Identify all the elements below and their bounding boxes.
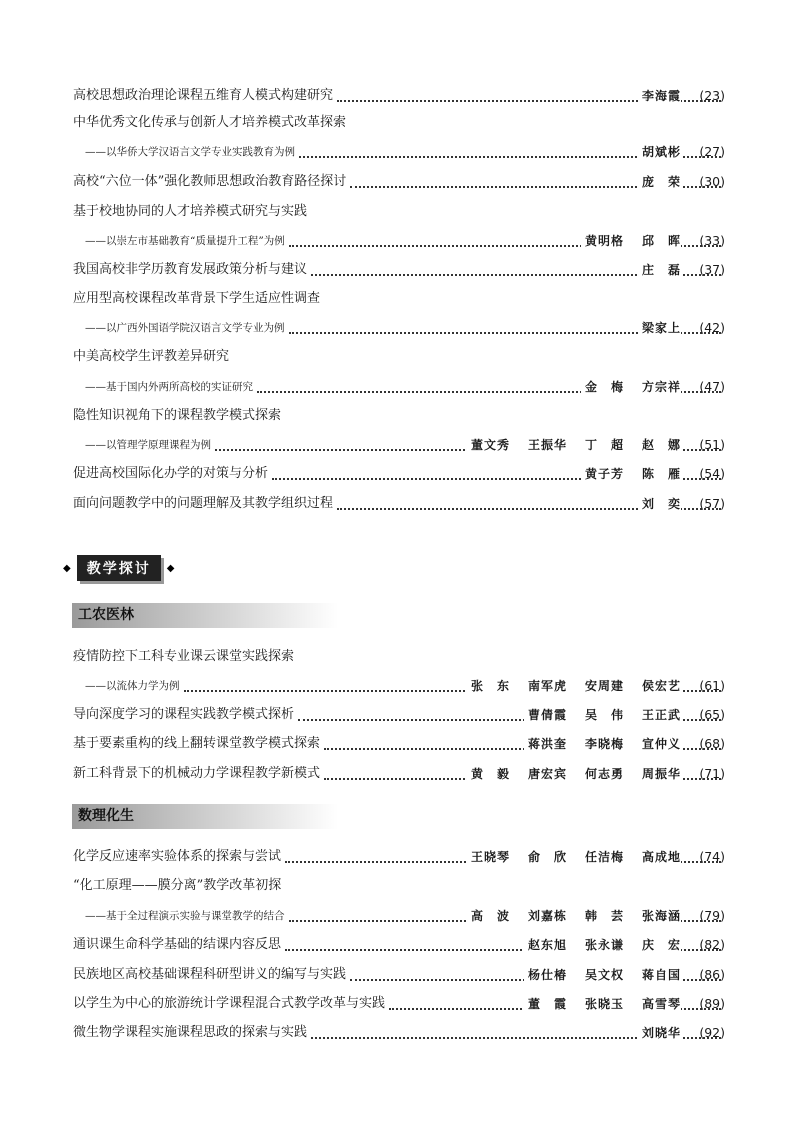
page-number: (23) [699, 88, 725, 103]
entry-title: 微生物学课程实施课程思政的探索与实践 [73, 1025, 308, 1040]
author-name: 何志勇 [584, 767, 624, 781]
toc-entry[interactable] [73, 170, 725, 194]
author-name: 刘 奕 [641, 497, 681, 511]
toc-entry[interactable] [73, 345, 725, 369]
entry-authors [638, 492, 681, 516]
page-number: (89) [699, 996, 725, 1011]
page-number: (30) [699, 174, 725, 189]
page-number: (92) [699, 1025, 725, 1040]
entry-authors [581, 375, 681, 399]
author-name: 张永谦 [584, 938, 624, 952]
author-name: 庆 宏 [641, 938, 681, 952]
page-number: (86) [699, 967, 725, 982]
author-name: 陈 雁 [641, 467, 681, 481]
toc-entry[interactable] [73, 258, 725, 282]
author-name: 张晓玉 [584, 997, 624, 1011]
category-heading-2: 数理化生 [72, 804, 338, 829]
entry-title: 疫情防控下工科专业课云课堂实践探索 [73, 649, 295, 664]
author-name: 高成地 [641, 850, 681, 864]
entry-title: 中美高校学生评教差异研究 [73, 349, 230, 364]
toc-entry[interactable] [73, 84, 725, 108]
author-name: 丁 超 [584, 438, 624, 452]
author-name: 王晓琴 [470, 850, 510, 864]
author-name: 吴文权 [584, 968, 624, 982]
author-name: 曹倩霞 [527, 708, 567, 722]
entry-subtitle: ——以崇左市基础教育“质量提升工程”为例 [85, 235, 285, 247]
entry-authors [467, 845, 681, 869]
entry-authors [581, 229, 681, 253]
author-name: 方宗祥 [641, 380, 681, 394]
entry-authors [467, 433, 681, 457]
toc-entry[interactable] [73, 645, 725, 669]
page-number: (57) [699, 496, 725, 511]
entry-title: 高校“六位一体”强化教师思想政治教育路径探讨 [73, 174, 347, 189]
entry-authors [524, 933, 681, 957]
entry-title: 促进高校国际化办学的对策与分析 [73, 466, 269, 481]
author-name: 庞 荣 [641, 175, 681, 189]
author-name: 蒋洪奎 [527, 737, 567, 751]
page-number: (47) [699, 379, 725, 394]
entry-title: 应用型高校课程改革背景下学生适应性调查 [73, 291, 321, 306]
toc-entry[interactable] [85, 904, 725, 928]
author-name: 董 霞 [527, 997, 567, 1011]
entry-title: 我国高校非学历教育发展政策分析与建议 [73, 262, 308, 277]
author-name: 张 东 [470, 679, 510, 693]
entry-subtitle: ——以广西外国语学院汉语言文学专业为例 [85, 322, 285, 334]
author-name: 南军虎 [527, 679, 567, 693]
entry-title: 中华优秀文化传承与创新人才培养模式改革探索 [73, 115, 347, 130]
entry-title: 以学生为中心的旅游统计学课程混合式教学改革与实践 [73, 996, 386, 1011]
page-number: (79) [699, 908, 725, 923]
page-number: (51) [699, 437, 725, 452]
toc-entry[interactable] [73, 1021, 725, 1045]
entry-authors [467, 674, 681, 698]
entry-authors [524, 992, 681, 1016]
author-name: 韩 芸 [584, 909, 624, 923]
author-name: 王振华 [527, 438, 567, 452]
entry-title: 导向深度学习的课程实践教学模式探析 [73, 707, 295, 722]
author-name: 黄明格 [584, 234, 624, 248]
author-name: 邱 晖 [641, 234, 681, 248]
entry-authors [638, 1021, 681, 1045]
author-name: 唐宏宾 [527, 767, 567, 781]
toc-entry[interactable] [85, 229, 725, 253]
author-name: 俞 欣 [527, 850, 567, 864]
author-name: 李海霞 [641, 89, 681, 103]
author-name: 侯宏艺 [641, 679, 681, 693]
toc-entry[interactable] [73, 404, 725, 428]
author-name: 蒋自国 [641, 968, 681, 982]
toc-entry[interactable] [73, 732, 725, 756]
toc-entry[interactable] [85, 316, 725, 340]
diamond-left-icon: ◆ [63, 562, 71, 574]
entry-authors [467, 904, 681, 928]
author-name: 赵 娜 [641, 438, 681, 452]
toc-entry[interactable] [73, 762, 725, 786]
toc-entry[interactable] [73, 992, 725, 1016]
author-name: 董文秀 [470, 438, 510, 452]
entry-authors [467, 762, 681, 786]
entry-title: 高校思想政治理论课程五维育人模式构建研究 [73, 88, 334, 103]
author-name: 任洁梅 [584, 850, 624, 864]
entry-authors [581, 462, 681, 486]
author-name: 吴 伟 [584, 708, 624, 722]
entry-authors [638, 170, 681, 194]
entry-authors [524, 963, 681, 987]
author-name: 宣仲义 [641, 737, 681, 751]
author-name: 梁家上 [641, 321, 681, 335]
entry-authors [638, 140, 681, 164]
author-name: 周振华 [641, 767, 681, 781]
author-name: 高 波 [470, 909, 510, 923]
toc-entry[interactable] [73, 845, 725, 869]
entry-subtitle: ——以管理学原理课程为例 [85, 439, 211, 451]
section-title: 教学探讨 [77, 555, 161, 581]
entry-title: 民族地区高校基础课程科研型讲义的编写与实践 [73, 967, 347, 982]
toc-entry[interactable] [85, 375, 725, 399]
entry-title: 通识课生命科学基础的结课内容反思 [73, 937, 282, 952]
page-number: (82) [699, 937, 725, 952]
toc-entry[interactable] [85, 140, 725, 164]
page-number: (61) [699, 678, 725, 693]
author-name: 刘晓华 [641, 1026, 681, 1040]
author-name: 杨仕椿 [527, 968, 567, 982]
toc-entry[interactable] [73, 492, 725, 516]
toc-entry[interactable] [73, 703, 725, 727]
entry-subtitle: ——基于全过程演示实验与课堂教学的结合 [85, 910, 285, 922]
author-name: 高雪琴 [641, 997, 681, 1011]
author-name: 李晓梅 [584, 737, 624, 751]
page-number: (74) [699, 849, 725, 864]
page-number: (27) [699, 144, 725, 159]
page-number: (42) [699, 320, 725, 335]
toc-entry[interactable] [73, 287, 725, 311]
toc-entry[interactable] [73, 462, 725, 486]
author-name: 胡斌彬 [641, 145, 681, 159]
toc-entry[interactable] [73, 111, 725, 135]
author-name: 张海涵 [641, 909, 681, 923]
entry-title: 基于校地协同的人才培养模式研究与实践 [73, 204, 308, 219]
toc-entry[interactable] [73, 874, 725, 898]
page-number: (54) [699, 466, 725, 481]
author-name: 赵东旭 [527, 938, 567, 952]
author-name: 黄子芳 [584, 467, 624, 481]
author-name: 安周建 [584, 679, 624, 693]
author-name: 金 梅 [584, 380, 624, 394]
author-name: 黄 毅 [470, 767, 510, 781]
entry-title: 面向问题教学中的问题理解及其教学组织过程 [73, 496, 334, 511]
page-number: (65) [699, 707, 725, 722]
toc-entry[interactable] [85, 433, 725, 457]
author-name: 王正武 [641, 708, 681, 722]
toc-entry[interactable] [73, 200, 725, 224]
entry-authors [638, 258, 681, 282]
entry-subtitle: ——以流体力学为例 [85, 680, 180, 692]
author-name: 庄 磊 [641, 263, 681, 277]
diamond-right-icon: ◆ [166, 562, 175, 574]
entry-subtitle: ——基于国内外两所高校的实证研究 [85, 381, 253, 393]
toc-entry[interactable] [85, 674, 725, 698]
author-name: 刘嘉栋 [527, 909, 567, 923]
toc-entry[interactable] [73, 963, 725, 987]
page-number: (71) [699, 766, 725, 781]
page-number: (33) [699, 233, 725, 248]
entry-title: 隐性知识视角下的课程教学模式探索 [73, 408, 282, 423]
section-heading [63, 555, 174, 581]
entry-authors [524, 732, 681, 756]
entry-authors [638, 316, 681, 340]
entry-subtitle: ——以华侨大学汉语言文学专业实践教育为例 [85, 146, 295, 158]
entry-title: 基于要素重构的线上翻转课堂教学模式探索 [73, 736, 321, 751]
entry-title: “化工原理——膜分离”教学改革初探 [73, 878, 282, 893]
entry-authors [524, 703, 681, 727]
entry-authors [638, 84, 681, 108]
page-number: (37) [699, 262, 725, 277]
category-heading-1: 工农医林 [72, 603, 338, 628]
toc-entry[interactable] [73, 933, 725, 957]
entry-title: 化学反应速率实验体系的探索与尝试 [73, 849, 282, 864]
page-number: (68) [699, 736, 725, 751]
entry-title: 新工科背景下的机械动力学课程教学新模式 [73, 766, 321, 781]
